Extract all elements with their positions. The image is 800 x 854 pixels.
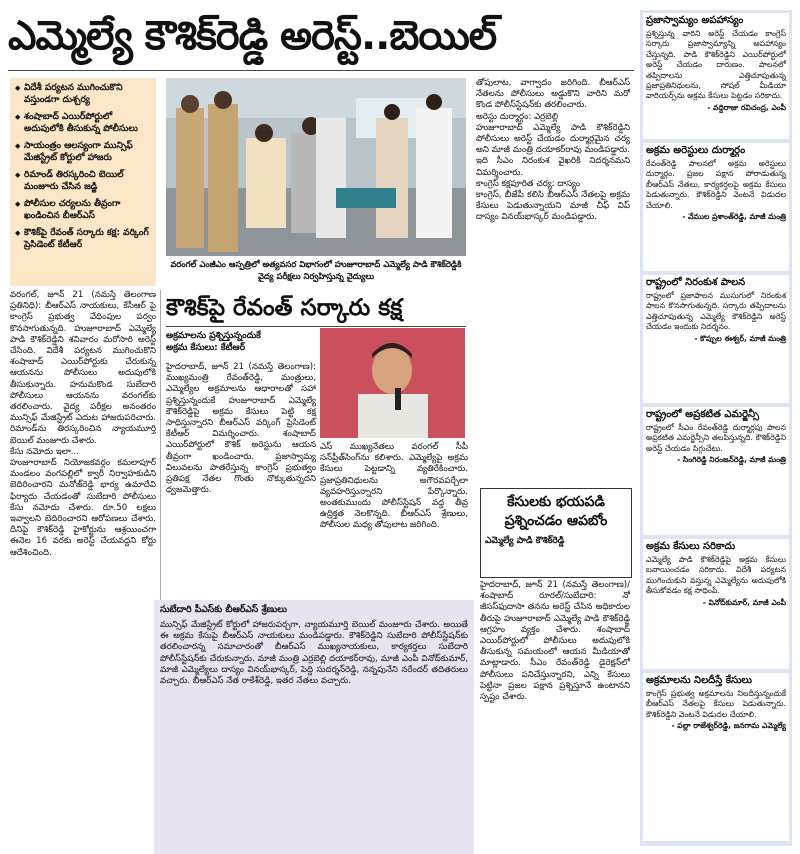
kicker-line-2: అక్రమ కేసులు: కేటీఆర్ (166, 343, 246, 353)
highlight-item: ◆ విదేశీ పర్యటన ముగించుకొని వస్తుండగా దుశ్చర్య (15, 82, 151, 106)
reaction-signature: - వినోద్‌కుమార్, మాజీ ఎంపీ (702, 597, 786, 607)
reaction-title: అక్రమ అరెస్టులు దుర్మార్గం (646, 145, 746, 156)
mid-col-1-text: హైదరాబాద్, జూన్ 21 (నమస్తే తెలంగాణ): ముఖ్యమంత్రి రేవంత్‌రెడ్డి, మంత్రులు, ఎమ్మెల్యేల అక్రమాలను ఆధారాలతో సహా ప్రశ్నిస్తున్నందుకే హుజూరాబాద్ ఎమ్మెల్యే కౌశిక్‌రెడ్డిపై అక్రమ కేసులు పెట్టి కక్ష సాధిస్తున్నారని బీఆర్ఎస్ వర్కింగ్ ప్రెసిడెంట్ కేటీఆర్ విమర్శించారు. శంషాబాద్ ఎయిర్‌పోర్టులో కౌశిక్ అరెస్టును ఆయన తీవ్రంగా ఖండించారు. ప్రజాస్వామ్య విలువలను పాతరేస్తున్న కాంగ్రెస్ ప్రభుత్వం ప్రతిపక్ష నేతల గొంతు నొక్కుతున్నదని ధ్వజమెత్తారు. (166, 362, 319, 496)
section-title: కౌశిక్‌పై రేవంత్ సర్కారు కక్ష (166, 295, 403, 321)
reaction-body: కాంగ్రెస్ ప్రభుత్వ అక్రమాలను నిలదీస్తున్నందుకే బీఆర్ఎస్ నేతలపై కేసులు పెడుతున్నారు. కౌశిక్‌రెడ్డిని వెంటనే విడుదల చేయాలి. (646, 689, 786, 719)
ktr-photo (320, 328, 465, 438)
reaction-title: అక్రమాలను నిలదీస్తే కేసులు (646, 675, 752, 686)
right-col-text: హైదరాబాద్, జూన్ 21 (నమస్తే తెలంగాణ)/శంషాబాద్ రూరల్/సుబేదారి: నో జీసస్‌ఫుదాసా తనను అరెస్ట్ చేసిన అధికారుల తీరుపై హుజూరాబాద్ ఎమ్మెల్యే పాడి కౌశిక్‌రెడ్డి ఆగ్రహం వ్యక్తం చేశారు. శంషాబాద్ ఎయిర్‌పోర్టులో పోలీసులు అదుపులోకి తీసుకున్న సమయంలో ఆయన మీడియాతో మాట్లాడారు. సీఎం రేవంత్‌రెడ్డి డైరెక్షన్‌లో పోలీసులు పనిచేస్తున్నారని, ఎన్ని కేసులు పెట్టినా ప్రజల పక్షాన ప్రశ్నిస్తూనే ఉంటానని స్పష్టం చేశారు. (480, 580, 633, 703)
callout-title: కేసులకు భయపడి ప్రశ్నించడం ఆపబోం (504, 494, 608, 529)
reaction-signature: - వద్దిరాజు రవిచంద్ర, ఎంపీ (707, 102, 786, 112)
reaction-body: ఎమ్మెల్యే పాడి కౌశిక్‌రెడ్డిపై అక్రమ కేసులు బనాయించడం సరికాదు. విదేశీ పర్యటన ముగించుకుని వస్తున్న ఎమ్మెల్యేను అదుపులోకి తీసుకోవడం కక్ష సాధింపే. (646, 555, 786, 596)
reaction-box (643, 539, 789, 669)
section-rule (166, 326, 466, 327)
reaction-box (643, 407, 789, 535)
hospital-photo (166, 78, 466, 256)
headline: ఎమ్మెల్యే కౌశిక్‌రెడ్డి అరెస్ట్..బెయిల్ (8, 13, 497, 59)
highlight-item: ◆ సాయంత్రం ఆలస్యంగా మున్సిఫ్ మేజిస్ట్రేట్ కోర్టులో హాజరు (15, 140, 151, 164)
bottom-box-text: మున్సిఫ్ మేజిస్ట్రేట్ కోర్టులో హాజరుపర్చగా, న్యాయమూర్తి బెయిల్ మంజూరు చేశారు. అయితే ఈ అక్రమ కేసుపై బీఆర్ఎస్ నాయకులు మండిపడ్డారు. కౌశిక్‌రెడ్డిని సుబేదారి పోలీస్‌స్టేషన్‌కు తరలించారన్న సమాచారంతో బీఆర్ఎస్ ముఖ్యనాయకులు, కార్యకర్తలు సుబేదారి పోలీస్‌స్టేషన్‌కు చేరుకున్నారు. మాజీ మంత్రి ఎర్రబెల్లి దయాకర్‌రావు, మాజీ ఎంపీ వినోద్‌కుమార్, మాజీ ఎమ్మెల్యేలు దాస్యం వినయ్‌భాస్కర్, పెద్ది సుదర్శన్‌రెడ్డి, నన్నపునేని నరేందర్ తదితరులు వచ్చారు. బీఆర్ఎస్ నేత రాకేశ్‌రెడ్డి, ఇతర నేతలు వచ్చారు. (160, 620, 471, 687)
reaction-title: అక్రమ కేసులు సరికాదు (646, 541, 736, 552)
highlights-box (10, 78, 156, 286)
bottom-box (154, 600, 474, 854)
reaction-box (643, 275, 789, 403)
reaction-body: రాష్ట్రంలో ప్రజాపాలన ముసుగులో నిరంకుశ పాలన కొనసాగుతున్నది. సర్కారు తప్పిదాలను ఎత్తిచూపుతున్న ఎమ్మెల్యే కౌశిక్‌రెడ్డిని అరెస్ట్ చేయడం ఇందుకు నిదర్శనం. (646, 291, 786, 332)
reaction-title: రాష్ట్రంలో నిరంకుశ పాలన (646, 277, 746, 288)
reaction-signature: - వేముల ప్రశాంత్‌రెడ్డి, మాజీ మంత్రి (682, 212, 786, 222)
reaction-signature: - పల్లా రాజేశ్వర్‌రెడ్డి, జనగామ ఎమ్మెల్యే (671, 721, 786, 731)
mid-col-1b-text: ఎస్ ముఖ్యనేతలు వరంగల్ సీపీ సన్‌ప్రీత్‌సింగ్‌ను కలిశారు. ఎమ్మెల్యేపై అక్రమ కేసులు పెట్టడాన్ని వ్యతిరేకించారు. ప్రజాప్రతినిధులను అగౌరవపర్చేలా వ్యవహరిస్తున్నారని పేర్కొన్నారు. అంతకుముందు పోలీస్‌స్టేషన్ వద్ద తీవ్ర ఉద్రిక్తత నెలకొన్నది. బీఆర్ఎస్ శ్రేణులు, పోలీసుల మధ్య తోపులాట జరిగింది. (320, 442, 471, 531)
highlight-item: ◆ పోలీసుల చర్యలను తీవ్రంగా ఖండించిన బీఆర్ఎస్ (15, 198, 151, 222)
reaction-signature: - సింగిరెడ్డి నిరంజన్‌రెడ్డి, మాజీ మంత్రి (677, 455, 786, 465)
callout-kicker: ఎమ్మెల్యే పాడి కౌశిక్‌రెడ్డి (485, 536, 565, 546)
ktr-portrait-image (320, 328, 465, 438)
reaction-box (643, 673, 789, 841)
reaction-body: ప్రశ్నిస్తున్న వారిని అరెస్ట్ చేయడం కాంగ్రెస్ సర్కారు ప్రజాస్వామ్యాన్ని అపహాస్యం చేస్తున్నది. పాడి కౌశిక్‌రెడ్డిని ఎయిర్‌పోర్టులో అరెస్ట్ చేయడం దారుణం. పాలనలో తప్పిదాలను ఎత్తిచూపుతున్న ప్రజాప్రతినిధులను, సోషల్ మీడియా వారియర్స్‌ను అక్రమ కేసులు పెట్టడం సరికాదు. (646, 29, 786, 101)
reactions-sidebar (640, 10, 792, 846)
reaction-box (643, 13, 789, 139)
highlight-item: ◆ రిమాండ్ తిరస్కరించి బెయిల్ మంజూరు చేసిన జడ్జి (15, 169, 151, 193)
reaction-body: రాష్ట్రంలో సీఎం రేవంత్‌రెడ్డి దుర్మార్గపు పాలన అప్రకటిత ఎమర్జెన్సీని తలపిస్తున్నది. కౌశిక్‌రెడ్డిని అరెస్ట్ చేయడం సిగ్గుచేటు. (646, 423, 786, 453)
reaction-title: ప్రజాస్వామ్యం అపహాస్యం (646, 15, 744, 26)
bottom-box-title: సుబేదారి పీఎస్‌కు బీఆర్ఎస్ శ్రేణులు (160, 604, 287, 615)
photo-caption: వరంగల్ ఎంజీఎం ఆస్పత్రిలో అత్యవసర విభాగంలో హుజూరాబాద్ ఎమ్మెల్యే పాడి కౌశిక్‌రెడ్డికి వైద్య పరీక్షలు నిర్వహిస్తున్న వైద్యులు (170, 259, 462, 281)
reaction-body: రేవంత్‌రెడ్డి పాలనలో అక్రమ అరెస్టులు దుర్మార్గం. ప్రజల పక్షాన పోరాడుతున్న బీఆర్ఎస్ నేతలు, కార్యకర్తలపై అక్రమ కేసులు పెడుతున్నారు. కౌశిక్‌రెడ్డిని వెంటనే విడుదల చేయాలి. (646, 159, 786, 210)
mid-col-2-text: తోపులాట, వాగ్వాదం జరిగింది. బీఆర్ఎస్ నేతలను పోలీసులు అడ్డుకొని వారిని మరో కొండ పోలీస్‌స్టేషన్‌కు తరలించారు. అరెస్టు దుర్మార్గం: ఎర్రబెల్లి హుజూరాబాద్ ఎమ్మెల్యే పాడి కౌశిక్‌రెడ్డిని పోలీసులు అరెస్ట్ చేయడం దుర్మార్గమైన చర్య అని మాజీ మంత్రి దయాకర్‌రావు మండిపడ్డారు. ఇది సీఎం నిరంకుశ వైఖరికి నిదర్శనమని విమర్శించారు. కాంగ్రెస్ కక్షపూరిత చర్య: దాస్యం కాంగ్రెస్, బీజేపీ కలిసి బీఆర్ఎస్ నేతలపై అక్రమ కేసులు పెడుతున్నాయని మాజీ చీఫ్ విప్ దాస్యం వినయ్‌భాస్కర్ మండిపడ్డారు. (476, 78, 630, 223)
left-column-text: వరంగల్, జూన్ 21 (నమస్తే తెలంగాణ ప్రతినిధి): బీఆర్ఎస్ నాయకులు, కేసీఆర్ పై కాంగ్రెస్ ప్రభుత్వ వేధింపుల పర్వం కొనసాగుతున్నది. హుజూరాబాద్ ఎమ్మెల్యే పాడి కౌశిక్‌రెడ్డిని శనివారం మరోసారి అరెస్ట్ చేసింది. విదేశీ పర్యటన ముగించుకొని శంషాబాద్ ఎయిర్‌పోర్టుకు చేరుకున్న ఆయనను పోలీసులు అదుపులోకి తీసుకున్నారు. హనుమకొండ సుబేదారి పోలీసులు ఆయనను వరంగల్‌కు తరలించారు. వైద్య పరీక్షల అనంతరం మున్సిఫ్ మేజిస్ట్రేట్ ఎదుట హాజరుపరిచారు. రిమాండ్‌ను తిరస్కరించిన న్యాయమూర్తి బెయిల్ మంజూరు చేశారు. కేసు నమోదు ఇలా... హుజూరాబాద్ నియోజకవర్గం కమలాపూర్ మండలం వంగపల్లిలో క్వారీ నిర్వాహకుడిని బెదిరించారని మనోజ్‌రెడ్డి భార్య ఉమాదేవి ఫిర్యాదు చేయడంతో సుబేదారి పోలీసులు కేసు నమోదు చేశారు. రూ.50 లక్షలు ఇవ్వాలని బెదిరించారని ఆరోపణలు చేశారు. దీనిపై కౌశిక్‌రెడ్డి హైకోర్టును ఆశ్రయించగా ఈనెల 16 వరకు అరెస్ట్ చేయవద్దని కోర్టు ఆదేశించింది. (10, 290, 157, 558)
highlight-item: ◆ కౌశిక్‌పై రేవంత్ సర్కారు కక్ష: వర్కింగ్ ప్రెసిడెంట్ కేటీఆర్ (15, 227, 151, 251)
reaction-box (643, 143, 789, 271)
quote-callout (480, 488, 632, 578)
hospital-scene-image (166, 78, 466, 256)
reaction-title: రాష్ట్రంలో అప్రకటిత ఎమర్జెన్సీ (646, 409, 760, 420)
highlight-item: ◆ శంషాబాద్ ఎయిర్‌పోర్టులో అదుపులోకి తీసుకున్న పోలీసులు (15, 111, 151, 135)
headline-rule (8, 70, 634, 71)
reaction-signature: - కొప్పుల ఈశ్వర్, మాజీ మంత్రి (694, 333, 786, 343)
kicker-line-1: అక్రమాలను ప్రశ్నిస్తున్నందుకే (166, 331, 261, 341)
